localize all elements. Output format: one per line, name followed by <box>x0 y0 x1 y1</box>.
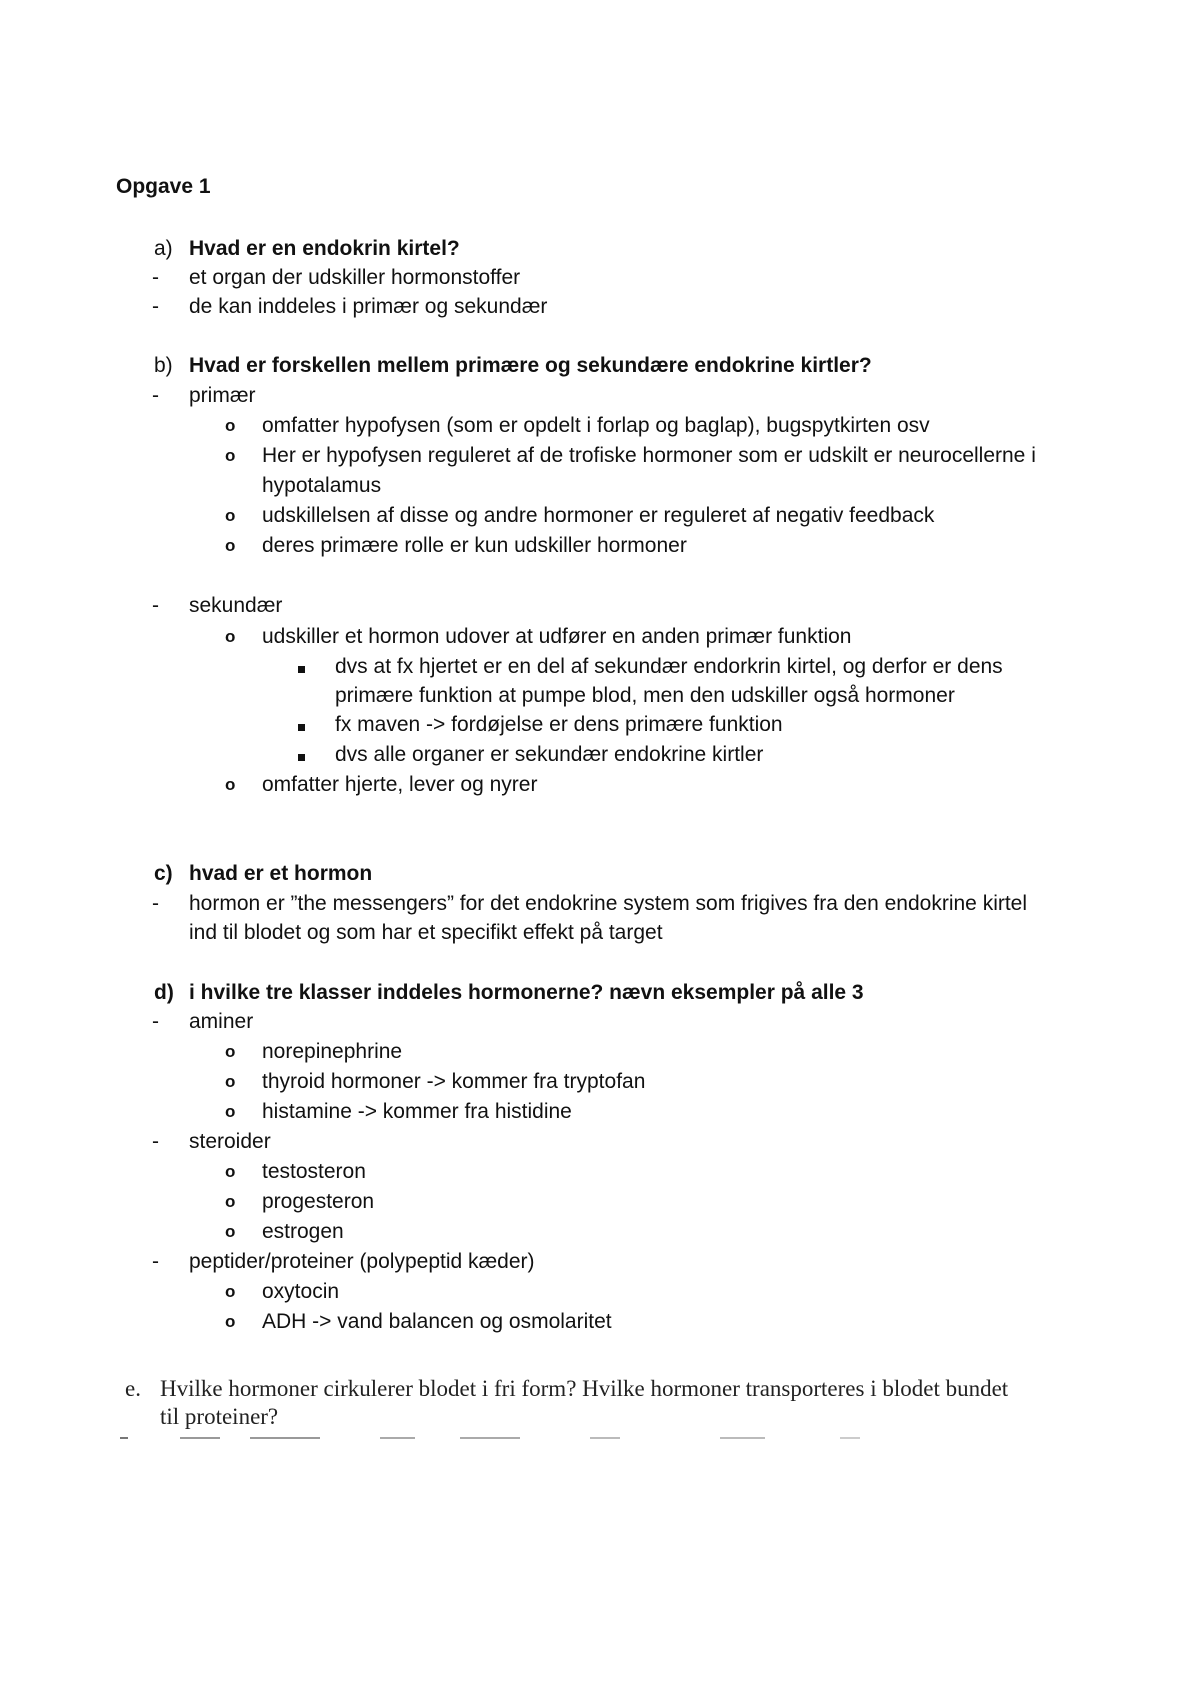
circle-bullet: o <box>225 1282 236 1301</box>
list-item-continuation: hypotalamus <box>262 474 382 497</box>
square-bullet <box>298 713 305 737</box>
circle-bullet: o <box>225 627 236 646</box>
sub-list-item: fx maven -> fordøjelse er dens primære funktion <box>335 713 783 736</box>
list-item: udskiller et hormon udover at udfører en anden primær funktion <box>262 625 852 648</box>
circle-bullet: o <box>225 1312 236 1331</box>
list-item: testosteron <box>262 1160 366 1183</box>
dash-bullet: - <box>152 384 159 407</box>
dash-bullet: - <box>152 1250 159 1273</box>
dash-bullet: - <box>152 892 159 915</box>
question-e-continuation: til proteiner? <box>160 1404 279 1429</box>
circle-bullet: o <box>225 1072 236 1091</box>
question-a: Hvad er en endokrin kirtel? <box>189 237 460 260</box>
dash-bullet: - <box>152 266 159 289</box>
list-item: oxytocin <box>262 1280 340 1303</box>
circle-bullet: o <box>225 1162 236 1181</box>
circle-bullet: o <box>225 446 236 465</box>
circle-bullet: o <box>225 1042 236 1061</box>
circle-bullet: o <box>225 1222 236 1241</box>
question-d: i hvilke tre klasser inddeles hormonerne? nævn eksempler på alle 3 <box>189 981 864 1004</box>
list-item: Her er hypofysen reguleret af de trofiske hormoner som er udskilt er neurocellerne i <box>262 444 1036 467</box>
circle-bullet: o <box>225 506 236 525</box>
circle-bullet: o <box>225 1102 236 1121</box>
list-item-primary: primær <box>189 384 256 407</box>
list-item-continuation: ind til blodet og som har et specifikt effekt på target <box>189 921 663 944</box>
list-item: norepinephrine <box>262 1040 403 1063</box>
list-item: omfatter hypofysen (som er opdelt i forlap og baglap), bugspytkirten osv <box>262 414 930 437</box>
dash-bullet: - <box>152 594 159 617</box>
cut-off-text-remnant <box>120 1437 900 1439</box>
dash-bullet: - <box>152 1010 159 1033</box>
sub-list-item: dvs alle organer er sekundær endokrine kirtler <box>335 743 764 766</box>
list-item: omfatter hjerte, lever og nyrer <box>262 773 538 796</box>
question-marker-a: a) <box>154 237 173 260</box>
question-c: hvad er et hormon <box>189 862 373 885</box>
circle-bullet: o <box>225 536 236 555</box>
list-item-secondary: sekundær <box>189 594 283 617</box>
list-item-group: steroider <box>189 1130 271 1153</box>
question-marker-e: e. <box>125 1376 141 1401</box>
sub-list-item: dvs at fx hjertet er en del af sekundær endorkrin kirtel, og derfor er dens <box>335 655 1003 678</box>
question-b: Hvad er forskellen mellem primære og sekundære endokrine kirtler? <box>189 354 872 377</box>
question-marker-c: c) <box>154 862 173 885</box>
list-item: et organ der udskiller hormonstoffer <box>189 266 521 289</box>
question-e: Hvilke hormoner cirkulerer blodet i fri form? Hvilke hormoner transporteres i blodet bundet <box>160 1376 1009 1401</box>
sub-list-item-continuation: primære funktion at pumpe blod, men den udskiller også hormoner <box>335 684 955 707</box>
circle-bullet: o <box>225 1192 236 1211</box>
list-item-group: aminer <box>189 1010 254 1033</box>
dash-bullet: - <box>152 295 159 318</box>
page-title: Opgave 1 <box>116 175 211 198</box>
list-item: de kan inddeles i primær og sekundær <box>189 295 548 318</box>
list-item: thyroid hormoner -> kommer fra tryptofan <box>262 1070 646 1093</box>
circle-bullet: o <box>225 416 236 435</box>
square-bullet <box>298 743 305 767</box>
list-item-group: peptider/proteiner (polypeptid kæder) <box>189 1250 535 1273</box>
list-item: hormon er ”the messengers” for det endokrine system som frigives fra den endokrine kirtel <box>189 892 1028 915</box>
list-item: deres primære rolle er kun udskiller hormoner <box>262 534 687 557</box>
list-item: udskillelsen af disse og andre hormoner er reguleret af negativ feedback <box>262 504 935 527</box>
dash-bullet: - <box>152 1130 159 1153</box>
list-item: histamine -> kommer fra histidine <box>262 1100 572 1123</box>
list-item: estrogen <box>262 1220 344 1243</box>
list-item: ADH -> vand balancen og osmolaritet <box>262 1310 612 1333</box>
question-marker-b: b) <box>154 354 173 377</box>
list-item: progesteron <box>262 1190 375 1213</box>
square-bullet <box>298 655 305 679</box>
question-marker-d: d) <box>154 981 174 1004</box>
circle-bullet: o <box>225 775 236 794</box>
